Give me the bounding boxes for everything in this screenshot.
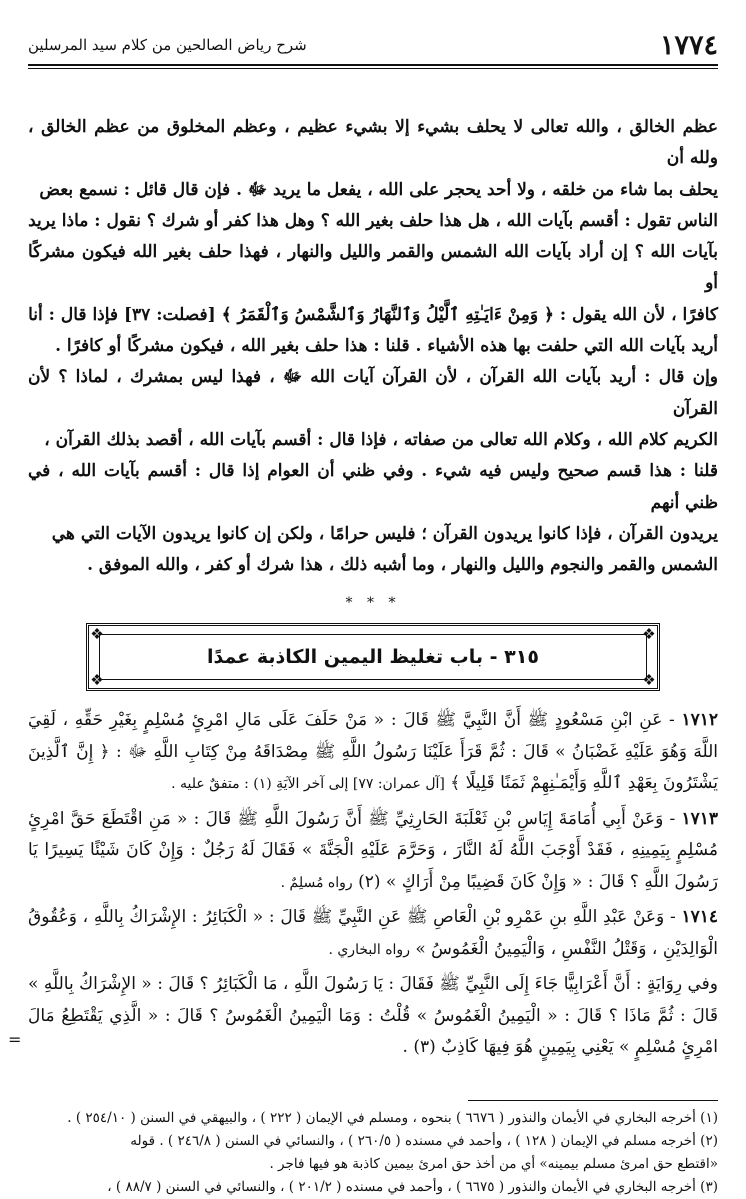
- commentary-line: الكريم كلام الله ، وكلام الله تعالى من صفاته ، فإذا قال : أقسم بآيات الله ، أقصد بذلك القرآن ،: [44, 429, 718, 450]
- commentary-line: بآيات الله ؟ إن أراد بآيات الله الشمس والقمر والليل والنهار ، فهذا حلف بغير الله فيكون مشركًا أو: [28, 242, 718, 294]
- commentary-line: قلنا : هذا قسم صحيح وليس فيه شيء . وفي ظني أن العوام إذا قال : أقسم بآيات الله ، في ظني أنهم: [28, 461, 718, 513]
- section-separator: * * *: [345, 595, 401, 612]
- riwaya-paragraph: وفي رِوَايَةٍ : أَنَّ أَعْرَابِيًّا جَاءَ إِلَى النَّبِيِّ ﷺ فَقَالَ : يَا رَسُولَ اللَّهِ ، مَا الْكَبَائِرُ ؟ قَالَ : « الإِشْرَاكُ بِاللَّهِ » قَالَ : ثُمَّ مَاذَا ؟ قَالَ : « الْيَمِينُ الْغَمُوسُ » قُلْتُ : وَمَا الْيَمِينُ الْغَمُوسُ ؟ قَالَ : « الَّذِي يَقْتَطِعُ مَالَ امْرِئٍ مُسْلِمٍ » يَعْنِي بِيَمِينٍ هُوَ فِيهَا كَاذِبٌ (٣) .: [28, 974, 718, 1058]
- chapter-dash: -: [483, 646, 498, 669]
- commentary-line: الناس تقول : أقسم بآيات الله ، هل هذا حلف بغير الله ؟ وهل هذا كفر أو شرك ؟ نقول : ماذا يريد: [28, 210, 718, 231]
- hadith-item: [28, 902, 718, 966]
- running-title: شرح رياض الصالحين من كلام سيد المرسلين: [28, 36, 307, 54]
- footnote: (٢) أخرجه مسلم في الإيمان ( ١٢٨ ) ، وأحمد في مسنده ( ٢٦٠/٥ ) ، والنسائي في السنن ( ٢٤٦/٨ ) . قوله: [130, 1132, 718, 1149]
- hadith-dash: -: [662, 710, 675, 731]
- chapter-heading-inner: [99, 634, 647, 680]
- footnotes: [28, 1107, 718, 1199]
- ornament-corner-icon: ❖: [642, 671, 656, 690]
- hadith-item: [28, 804, 718, 900]
- footnote: (١) أخرجه البخاري في الأيمان والنذور ( ٦٦٧٦ ) بنحوه ، ومسلم في الإيمان ( ٢٢٢ ) ، والبيهقي في السنن ( ٢٥٤/١٠ ) .: [67, 1109, 718, 1126]
- commentary-line: أريد بآيات الله التي حلفت بها هذه الأشياء . قلنا : هذا حلف بغير الله ، فيكون مشركًا أو كافرًا .: [55, 336, 718, 357]
- hadith-source: رواه البخاري .: [328, 941, 410, 958]
- page-header: [28, 30, 718, 60]
- hadith-source: رواه مُسلِمٌ .: [280, 874, 353, 891]
- commentary-line: عظم الخالق ، والله تعالى لا يحلف بشيء إلا بشيء عظيم ، وعظم المخلوق من عظم الخالق ، ولله أن: [28, 117, 718, 169]
- footnote: «اقتطع حق امرئ مسلم بيمينه» أي من أخذ حق امرئ بيمين كاذبة هو فيها فاجر .: [269, 1155, 718, 1172]
- hadith-source: [آل عمران: ٧٧] إلى آخر الآيَةِ (١) : متفقٌ عليه .: [171, 776, 445, 793]
- hadith-dash: -: [663, 808, 676, 829]
- hadith-dash: -: [664, 907, 676, 928]
- chapter-title-text: باب تغليظ اليمين الكاذبة عمدًا: [207, 646, 484, 669]
- hadith-number: ١٧١٤: [681, 907, 718, 928]
- continuation-mark: =: [8, 1030, 22, 1049]
- commentary-line: الشمس والقمر والنجوم والليل والنهار ، وما أشبه ذلك ، هذا شرك أو كفر ، والله الموفق .: [87, 555, 718, 576]
- commentary-line: يحلف بما شاء من خلقه ، ولا أحد يحجر على الله ، يفعل ما يريد ﷻ . فإن قال قائل : نسمع بعض: [39, 179, 718, 200]
- chapter-number: ٣١٥: [504, 646, 539, 669]
- hadith-item: [28, 705, 718, 801]
- header-rule-thin: [28, 68, 718, 69]
- header-rule: [28, 64, 718, 66]
- chapter-heading-frame: [86, 623, 660, 691]
- footnote: (٣) أخرجه البخاري في الأيمان والنذور ( ٦٦٧٥ ) ، وأحمد في مسنده ( ٢٠١/٢ ) ، والنسائي في السنن ( ٨٨/٧ ) ،: [107, 1178, 718, 1195]
- hadith-text: عَنِ ابْنِ مَسْعُودٍ ﷺ أَنَّ النَّبِيَّ ﷺ قَالَ : « مَنْ حَلَفَ عَلَى مَالِ امْرِئٍ مُسْلِمٍ بِغَيْرِ حَقِّهِ ، لَقِيَ اللَّهَ وَهُوَ عَلَيْهِ غَضْبَانُ » قَالَ : ثُمَّ قَرَأَ عَلَيْنَا رَسُولُ اللَّهِ ﷺ مِصْدَاقَهُ مِنْ كِتَابِ اللَّهِ ﷻ : ﴿ إِنَّ ٱلَّذِينَ يَشْتَرُونَ بِعَهْدِ ٱللَّهِ وَأَيْمَـٰنِهِمْ ثَمَنًا قَلِيلًا ﴾: [28, 710, 718, 794]
- commentary-line: يريدون القرآن ، فإذا كانوا يريدون القرآن ؛ فليس حرامًا ، ولكن إن كانوا يريدون الآيات التي هي: [51, 523, 718, 544]
- hadith-text: وَعَنْ عَبْدِ اللَّهِ بنِ عَمْرِو بْنِ الْعَاصِ ﷺ عَنِ النَّبِيِّ ﷺ قَالَ : « الْكَبَائِرُ : الإِشْرَاكُ بِاللَّهِ ، وَعُقُوقُ الْوَالِدَيْنِ ، وَقَتْلُ النَّفْسِ ، وَالْيَمِينُ الْغَمُوسُ »: [28, 907, 718, 959]
- ornament-corner-icon: ❖: [642, 625, 656, 644]
- commentary-line: وإن قال : أريد بآيات الله القرآن ، لأن القرآن آيات الله ﷻ ، فهذا ليس بمشرك ، لماذا ؟ لأن القرآن: [28, 367, 718, 419]
- chapter-title: [207, 646, 539, 668]
- page: [28, 30, 718, 1199]
- commentary-line: كافرًا ، لأن الله يقول : ﴿ وَمِنْ ءَايَـٰتِهِ ٱلَّيْلُ وَٱلنَّهَارُ وَٱلشَّمْسُ وَٱلْقَمَرُ ﴾ [فصلت: ٣٧] فإذا قال : أنا: [28, 304, 718, 325]
- page-number: ١٧٧٤: [659, 30, 718, 61]
- hadith-number: ١٧١٣: [681, 808, 718, 829]
- hadith-text: وَعَنْ أَبِي أُمَامَةَ إِيَاسِ بْنِ ثَعْلَبَةَ الحَارِثِيِّ ﷺ أَنَّ رَسُولَ اللَّهِ ﷺ قَالَ : « مَنِ اقْتَطَعَ حَقَّ امْرِئٍ مُسْلِمٍ بِيَمِينِهِ ، فَقَدْ أَوْجَبَ اللَّهُ لَهُ النَّارَ ، وَحَرَّمَ عَلَيْهِ الْجَنَّةَ » فَقَالَ لَهُ رَجُلٌ : وَإِنْ كَانَ شَيْئًا يَسِيرًا يَا رَسُولَ اللَّهِ ؟ قَالَ : « وَإِنْ كَانَ قَضِيبًا مِنْ أَرَاكٍ » (٢): [28, 808, 718, 892]
- footnote-rule: [468, 1100, 718, 1101]
- commentary-paragraph: [28, 112, 718, 581]
- ornament-corner-icon: ❖: [90, 671, 104, 690]
- hadith-number: ١٧١٢: [681, 710, 718, 731]
- ornament-corner-icon: ❖: [90, 625, 104, 644]
- hadith-list: [28, 705, 718, 1064]
